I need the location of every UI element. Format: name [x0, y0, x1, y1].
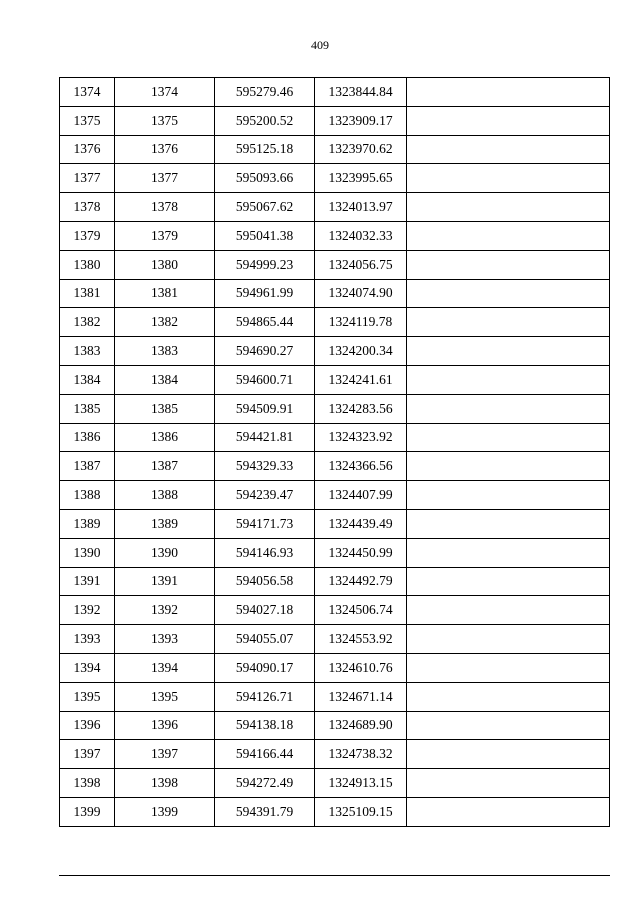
table-row — [60, 509, 610, 538]
y-coordinate-cell: 1324671.14 — [315, 682, 407, 711]
x-coordinate-cell: 595279.46 — [215, 78, 315, 107]
x-coordinate-cell: 594056.58 — [215, 567, 315, 596]
note-cell — [407, 279, 610, 308]
x-coordinate-cell: 595125.18 — [215, 135, 315, 164]
note-cell — [407, 625, 610, 654]
point-number-cell: 1380 — [60, 250, 115, 279]
x-coordinate-cell: 594391.79 — [215, 797, 315, 826]
y-coordinate-cell: 1324056.75 — [315, 250, 407, 279]
note-cell — [407, 164, 610, 193]
y-coordinate-cell: 1323970.62 — [315, 135, 407, 164]
x-coordinate-cell: 595200.52 — [215, 106, 315, 135]
x-coordinate-cell: 594126.71 — [215, 682, 315, 711]
y-coordinate-cell: 1324013.97 — [315, 193, 407, 222]
point-id-cell: 1383 — [115, 337, 215, 366]
point-number-cell: 1397 — [60, 740, 115, 769]
point-id-cell: 1384 — [115, 365, 215, 394]
point-id-cell: 1391 — [115, 567, 215, 596]
point-number-cell: 1389 — [60, 509, 115, 538]
point-id-cell: 1396 — [115, 711, 215, 740]
table-row — [60, 135, 610, 164]
table-row — [60, 250, 610, 279]
note-cell — [407, 653, 610, 682]
point-id-cell: 1394 — [115, 653, 215, 682]
y-coordinate-cell: 1324689.90 — [315, 711, 407, 740]
y-coordinate-cell: 1323844.84 — [315, 78, 407, 107]
table-row — [60, 106, 610, 135]
point-id-cell: 1386 — [115, 423, 215, 452]
point-number-cell: 1396 — [60, 711, 115, 740]
point-id-cell: 1387 — [115, 452, 215, 481]
table-row — [60, 279, 610, 308]
table-row — [60, 394, 610, 423]
table-row — [60, 682, 610, 711]
point-id-cell: 1399 — [115, 797, 215, 826]
note-cell — [407, 106, 610, 135]
point-number-cell: 1399 — [60, 797, 115, 826]
point-number-cell: 1398 — [60, 769, 115, 798]
point-id-cell: 1374 — [115, 78, 215, 107]
point-number-cell: 1381 — [60, 279, 115, 308]
note-cell — [407, 509, 610, 538]
x-coordinate-cell: 594138.18 — [215, 711, 315, 740]
footer-rule — [59, 875, 610, 876]
point-number-cell: 1392 — [60, 596, 115, 625]
table-row — [60, 193, 610, 222]
note-cell — [407, 797, 610, 826]
note-cell — [407, 308, 610, 337]
y-coordinate-cell: 1324913.15 — [315, 769, 407, 798]
point-id-cell: 1378 — [115, 193, 215, 222]
point-id-cell: 1390 — [115, 538, 215, 567]
table-row — [60, 711, 610, 740]
x-coordinate-cell: 594090.17 — [215, 653, 315, 682]
table-body — [60, 78, 610, 827]
table-row — [60, 740, 610, 769]
note-cell — [407, 711, 610, 740]
x-coordinate-cell: 594329.33 — [215, 452, 315, 481]
x-coordinate-cell: 594146.93 — [215, 538, 315, 567]
note-cell — [407, 394, 610, 423]
note-cell — [407, 481, 610, 510]
y-coordinate-cell: 1324283.56 — [315, 394, 407, 423]
note-cell — [407, 78, 610, 107]
point-number-cell: 1388 — [60, 481, 115, 510]
coordinates-table — [59, 77, 610, 827]
note-cell — [407, 682, 610, 711]
point-id-cell: 1377 — [115, 164, 215, 193]
table-row — [60, 567, 610, 596]
x-coordinate-cell: 595067.62 — [215, 193, 315, 222]
table-row — [60, 625, 610, 654]
point-number-cell: 1385 — [60, 394, 115, 423]
x-coordinate-cell: 594961.99 — [215, 279, 315, 308]
table-row — [60, 769, 610, 798]
note-cell — [407, 538, 610, 567]
point-number-cell: 1387 — [60, 452, 115, 481]
y-coordinate-cell: 1323909.17 — [315, 106, 407, 135]
x-coordinate-cell: 594421.81 — [215, 423, 315, 452]
note-cell — [407, 135, 610, 164]
point-number-cell: 1390 — [60, 538, 115, 567]
y-coordinate-cell: 1324450.99 — [315, 538, 407, 567]
point-id-cell: 1397 — [115, 740, 215, 769]
note-cell — [407, 567, 610, 596]
point-id-cell: 1381 — [115, 279, 215, 308]
y-coordinate-cell: 1324200.34 — [315, 337, 407, 366]
note-cell — [407, 452, 610, 481]
y-coordinate-cell: 1324032.33 — [315, 221, 407, 250]
point-number-cell: 1395 — [60, 682, 115, 711]
x-coordinate-cell: 594239.47 — [215, 481, 315, 510]
table-row — [60, 337, 610, 366]
y-coordinate-cell: 1324553.92 — [315, 625, 407, 654]
table-row — [60, 538, 610, 567]
point-number-cell: 1382 — [60, 308, 115, 337]
y-coordinate-cell: 1324323.92 — [315, 423, 407, 452]
table-row — [60, 797, 610, 826]
point-id-cell: 1398 — [115, 769, 215, 798]
point-id-cell: 1385 — [115, 394, 215, 423]
table-row — [60, 308, 610, 337]
note-cell — [407, 769, 610, 798]
point-id-cell: 1375 — [115, 106, 215, 135]
x-coordinate-cell: 595041.38 — [215, 221, 315, 250]
x-coordinate-cell: 594171.73 — [215, 509, 315, 538]
point-id-cell: 1376 — [115, 135, 215, 164]
point-number-cell: 1393 — [60, 625, 115, 654]
point-id-cell: 1388 — [115, 481, 215, 510]
y-coordinate-cell: 1324366.56 — [315, 452, 407, 481]
x-coordinate-cell: 594600.71 — [215, 365, 315, 394]
point-id-cell: 1389 — [115, 509, 215, 538]
x-coordinate-cell: 594027.18 — [215, 596, 315, 625]
y-coordinate-cell: 1324610.76 — [315, 653, 407, 682]
x-coordinate-cell: 595093.66 — [215, 164, 315, 193]
note-cell — [407, 221, 610, 250]
y-coordinate-cell: 1323995.65 — [315, 164, 407, 193]
x-coordinate-cell: 594272.49 — [215, 769, 315, 798]
table-row — [60, 365, 610, 394]
point-id-cell: 1395 — [115, 682, 215, 711]
x-coordinate-cell: 594166.44 — [215, 740, 315, 769]
y-coordinate-cell: 1324407.99 — [315, 481, 407, 510]
note-cell — [407, 193, 610, 222]
x-coordinate-cell: 594055.07 — [215, 625, 315, 654]
table-row — [60, 221, 610, 250]
point-number-cell: 1394 — [60, 653, 115, 682]
table-row — [60, 596, 610, 625]
y-coordinate-cell: 1324506.74 — [315, 596, 407, 625]
y-coordinate-cell: 1324241.61 — [315, 365, 407, 394]
point-number-cell: 1386 — [60, 423, 115, 452]
point-number-cell: 1379 — [60, 221, 115, 250]
table-row — [60, 78, 610, 107]
point-id-cell: 1382 — [115, 308, 215, 337]
table-row — [60, 164, 610, 193]
x-coordinate-cell: 594509.91 — [215, 394, 315, 423]
point-number-cell: 1375 — [60, 106, 115, 135]
note-cell — [407, 596, 610, 625]
y-coordinate-cell: 1324074.90 — [315, 279, 407, 308]
note-cell — [407, 740, 610, 769]
y-coordinate-cell: 1325109.15 — [315, 797, 407, 826]
table-row — [60, 481, 610, 510]
table-row — [60, 653, 610, 682]
point-number-cell: 1378 — [60, 193, 115, 222]
note-cell — [407, 423, 610, 452]
point-id-cell: 1380 — [115, 250, 215, 279]
x-coordinate-cell: 594865.44 — [215, 308, 315, 337]
note-cell — [407, 250, 610, 279]
table-row — [60, 452, 610, 481]
point-id-cell: 1392 — [115, 596, 215, 625]
point-number-cell: 1391 — [60, 567, 115, 596]
point-number-cell: 1374 — [60, 78, 115, 107]
y-coordinate-cell: 1324738.32 — [315, 740, 407, 769]
page-number: 409 — [311, 38, 329, 52]
point-number-cell: 1383 — [60, 337, 115, 366]
y-coordinate-cell: 1324439.49 — [315, 509, 407, 538]
y-coordinate-cell: 1324492.79 — [315, 567, 407, 596]
note-cell — [407, 365, 610, 394]
x-coordinate-cell: 594690.27 — [215, 337, 315, 366]
point-id-cell: 1393 — [115, 625, 215, 654]
point-id-cell: 1379 — [115, 221, 215, 250]
note-cell — [407, 337, 610, 366]
y-coordinate-cell: 1324119.78 — [315, 308, 407, 337]
point-number-cell: 1384 — [60, 365, 115, 394]
point-number-cell: 1377 — [60, 164, 115, 193]
point-number-cell: 1376 — [60, 135, 115, 164]
table-row — [60, 423, 610, 452]
x-coordinate-cell: 594999.23 — [215, 250, 315, 279]
